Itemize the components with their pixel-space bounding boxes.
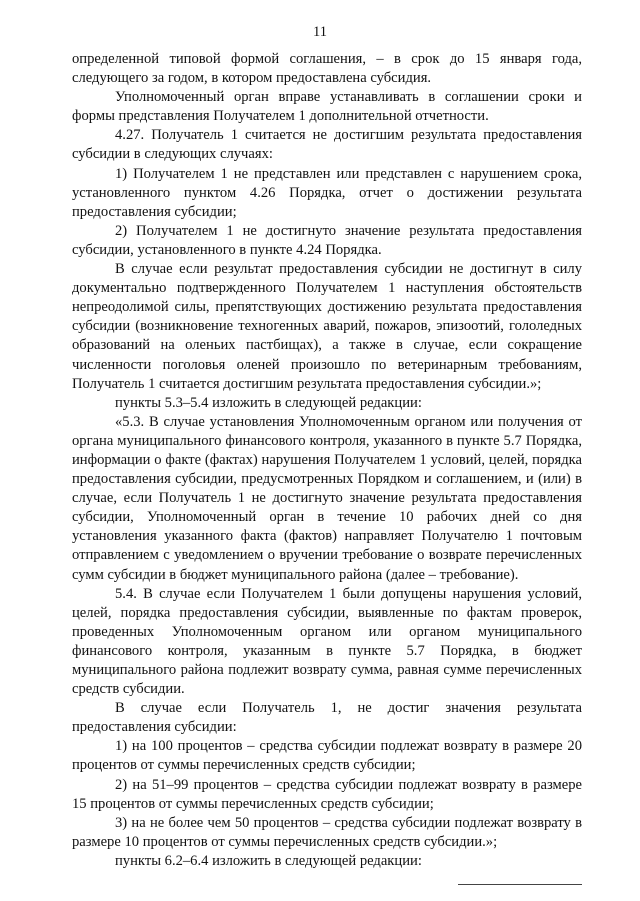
document-body: [72, 50, 582, 871]
paragraph: 2) на 51–99 процентов – средства субсидии подлежат возврату в размере 15 процентов от суммы перечисленных средств субсидии;: [72, 776, 582, 812]
paragraph: 4.27. Получатель 1 считается не достигшим результата предоставления субсидии в следующих случаях:: [72, 127, 582, 163]
paragraph: пункты 5.3–5.4 изложить в следующей редакции:: [115, 394, 422, 411]
paragraph: Уполномоченный орган вправе устанавливать в соглашении сроки и формы представления Получателем 1 дополнительной отчетности.: [72, 89, 582, 125]
paragraph: В случае если результат предоставления субсидии не достигнут в силу документально подтвержденного Получателем 1 наступления обстоятельств непреодолимой силы, препятствующих достижению результата предоставления субсидии (возникновение техногенных аварий, пожаров, эпизоотий, гололедных образований на оленьих пастбищах), а также в случае, если сокращение численности поголовья оленей произошло по ветеринарным требованиям, Получатель 1 считается достигшим результата предоставления субсидии.»;: [72, 261, 582, 392]
paragraph: «5.3. В случае установления Уполномоченным органом или получения от органа муниципального финансового контроля, указанного в пункте 5.7 Порядка, информации о факте (фактах) нарушения Получателем 1 условий, целей, порядка предоставления субсидии, предусмотренных Порядком и соглашением, и (или) в случае, если Получатель 1 не достигнуто значение результата предоставления субсидии, Уполномоченный орган в течение 10 рабочих дней со дня установления указанного факта (фактов) направляет Получателю 1 почтовым отправлением с уведомлением о вручении требование о возврате перечисленных сумм субсидии в бюджет муниципального района (далее – требование).: [72, 413, 582, 583]
paragraph: 5.4. В случае если Получателем 1 были допущены нарушения условий, целей, порядка предоставления субсидии, выявленные по фактам проверок, проведенных Уполномоченным органом или органом муниципального финансового контроля, указанным в пункте 5.7 Порядка, в бюджет муниципального района подлежит возврату сумма, равная сумме перечисленных средств субсидии.: [72, 585, 582, 698]
paragraph: пункты 6.2–6.4 изложить в следующей редакции:: [115, 852, 422, 869]
paragraph: 3) на не более чем 50 процентов – средства субсидии подлежат возврату в размере 10 процентов от суммы перечисленных средств субсидии.»;: [72, 814, 582, 850]
paragraph: В случае если Получатель 1, не достиг значения результата предоставления субсидии:: [72, 700, 582, 736]
paragraph: 2) Получателем 1 не достигнуто значение результата предоставления субсидии, установленного в пункте 4.24 Порядка.: [72, 222, 582, 258]
paragraph: 1) на 100 процентов – средства субсидии подлежат возврату в размере 20 процентов от суммы перечисленных средств субсидии;: [72, 738, 582, 774]
paragraph: 1) Получателем 1 не представлен или представлен с нарушением срока, установленного пунктом 4.26 Порядка, отчет о достижении результата предоставления субсидии;: [72, 165, 582, 220]
paragraph: определенной типовой формой соглашения, – в срок до 15 января года, следующего за годом, в котором предоставлена субсидия.: [72, 51, 582, 87]
footer-rule: [458, 884, 582, 885]
page-number: 11: [313, 24, 327, 40]
